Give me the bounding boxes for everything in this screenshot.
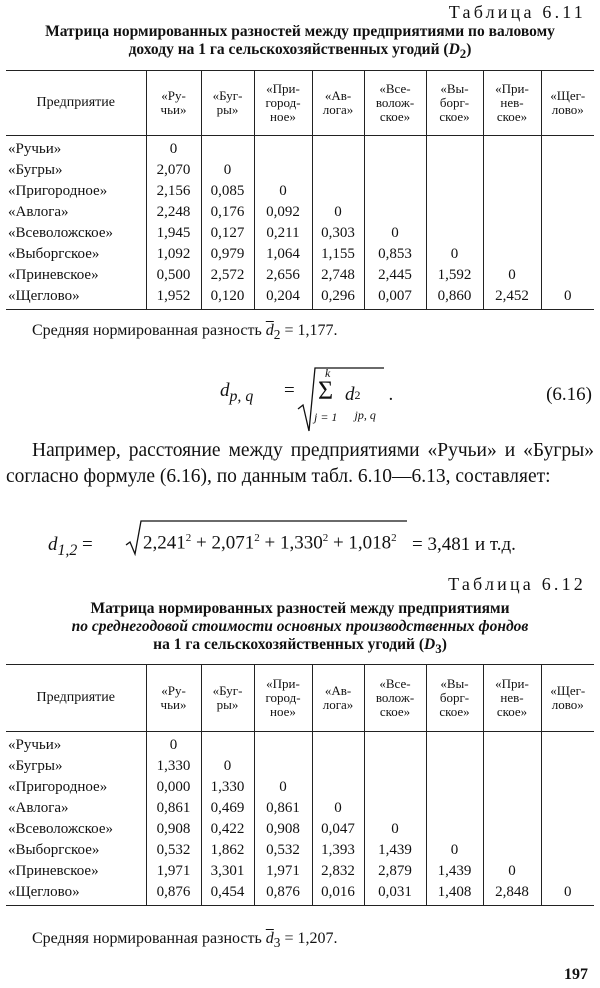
page-number: 197 — [564, 966, 588, 983]
header-cell: «Щег- лово» — [541, 665, 594, 732]
distance-cell: 0,861 — [254, 798, 312, 819]
distance-cell: 1,952 — [146, 286, 201, 310]
distance-cell — [364, 160, 426, 181]
distance-cell: 1,408 — [426, 882, 483, 906]
distance-cell: 0,047 — [312, 819, 364, 840]
distance-cell — [483, 223, 541, 244]
table-6-11 — [6, 70, 594, 310]
distance-cell — [426, 777, 483, 798]
distance-cell — [541, 265, 594, 286]
header-cell: Предприятие — [36, 95, 115, 110]
enterprise-name-cell: «Всеволожское» — [8, 225, 114, 241]
distance-cell — [541, 181, 594, 202]
enterprise-name-cell: «Авлога» — [8, 204, 69, 220]
distance-cell — [254, 160, 312, 181]
distance-cell: 1,064 — [254, 244, 312, 265]
distance-cell: 2,656 — [254, 265, 312, 286]
distance-cell: 0,031 — [364, 882, 426, 906]
distance-cell — [483, 819, 541, 840]
table-6-12-title-line3: на 1 га сельскохозяйственных угодий $(D_3)$ — [153, 636, 447, 657]
distance-cell: 1,945 — [146, 223, 201, 244]
distance-cell: 0 — [483, 861, 541, 882]
distance-cell — [483, 840, 541, 861]
enterprise-name-cell: «Щеглово» — [8, 288, 80, 304]
header-cell: «При- нев- ское» — [483, 71, 541, 136]
example-result: = 3,481 и т.д. — [412, 534, 516, 555]
distance-cell — [541, 202, 594, 223]
table-row — [6, 798, 594, 819]
distance-cell: 0,532 — [254, 840, 312, 861]
distance-cell — [541, 861, 594, 882]
distance-cell — [426, 223, 483, 244]
header-cell: «При- нев- ское» — [483, 665, 541, 732]
table-6-11-title-line1: Матрица нормированных разностей между предприятиями по валовому — [45, 23, 555, 40]
distance-cell — [254, 732, 312, 757]
distance-cell: 0 — [201, 160, 254, 181]
enterprise-name-cell: «Приневское» — [8, 863, 99, 879]
distance-cell: 0 — [201, 756, 254, 777]
formula-6-16: $d_{p, q}$ — [220, 380, 254, 405]
distance-cell: 0 — [254, 181, 312, 202]
distance-cell — [541, 798, 594, 819]
table-row — [6, 136, 594, 161]
enterprise-name-cell: «Всеволожское» — [8, 821, 114, 837]
distance-cell: 0,127 — [201, 223, 254, 244]
table-6-11-title — [6, 23, 594, 63]
distance-cell: 0 — [426, 840, 483, 861]
sum-lower: j = 1 — [314, 410, 338, 424]
distance-cell: 0,211 — [254, 223, 312, 244]
distance-cell: 0 — [364, 819, 426, 840]
equation-number: (6.16) — [546, 384, 592, 405]
distance-cell: 0,876 — [146, 882, 201, 906]
distance-cell: 0 — [541, 882, 594, 906]
distance-cell — [312, 756, 364, 777]
distance-cell: 0 — [146, 136, 201, 161]
distance-cell: 0,204 — [254, 286, 312, 310]
table-row — [6, 882, 594, 906]
distance-cell: 0,860 — [426, 286, 483, 310]
distance-cell: 2,879 — [364, 861, 426, 882]
distance-cell: 0,000 — [146, 777, 201, 798]
body-paragraph: Например, расстояние между предприятиями «Ручьи» и «Бугры» согласно формуле (6.16), по данным табл. 6.10—6.13, составляет: — [6, 440, 594, 487]
distance-cell — [364, 732, 426, 757]
formula-6-16-equals: = — [284, 380, 295, 401]
distance-cell: 1,592 — [426, 265, 483, 286]
table-6-12 — [6, 664, 594, 906]
distance-cell: 0,454 — [201, 882, 254, 906]
header-cell: «Щег- лово» — [541, 71, 594, 136]
distance-cell — [364, 798, 426, 819]
table-row — [6, 777, 594, 798]
distance-cell: 0,422 — [201, 819, 254, 840]
distance-cell: 0,120 — [201, 286, 254, 310]
distance-cell: 0,007 — [364, 286, 426, 310]
distance-cell: 1,862 — [201, 840, 254, 861]
enterprise-name-cell: «Пригородное» — [8, 183, 108, 199]
table-6-12-title — [6, 600, 594, 658]
distance-cell: 0,861 — [146, 798, 201, 819]
enterprise-name-cell: «Ручьи» — [8, 141, 62, 157]
table-row — [6, 223, 594, 244]
distance-cell — [541, 840, 594, 861]
distance-cell — [541, 244, 594, 265]
distance-cell — [483, 756, 541, 777]
distance-cell: 0,303 — [312, 223, 364, 244]
distance-cell — [483, 244, 541, 265]
distance-cell: 0,469 — [201, 798, 254, 819]
header-cell: «Буг- ры» — [201, 665, 254, 732]
header-cell: «Вы- борг- ское» — [426, 71, 483, 136]
header-cell: «Все- волож- ское» — [364, 71, 426, 136]
distance-cell — [541, 777, 594, 798]
table-row — [6, 202, 594, 223]
header-cell: «Ав- лога» — [312, 665, 364, 732]
distance-cell — [201, 136, 254, 161]
enterprise-name-cell: «Приневское» — [8, 267, 99, 283]
enterprise-name-cell: «Щеглово» — [8, 884, 80, 900]
distance-cell: 2,748 — [312, 265, 364, 286]
distance-cell — [483, 777, 541, 798]
distance-cell — [483, 732, 541, 757]
table-6-12-label: Таблица 6.12 — [448, 574, 586, 594]
distance-cell: 0 — [312, 798, 364, 819]
distance-cell — [426, 819, 483, 840]
distance-cell — [364, 181, 426, 202]
distance-cell — [483, 181, 541, 202]
table-row — [6, 819, 594, 840]
enterprise-name-cell: «Выборгское» — [8, 842, 100, 858]
enterprise-name-cell: «Пригородное» — [8, 779, 108, 795]
distance-cell — [201, 732, 254, 757]
enterprise-name-cell: «Авлога» — [8, 800, 69, 816]
header-cell: «При- город- ное» — [254, 665, 312, 732]
distance-cell — [483, 202, 541, 223]
distance-cell: 0,876 — [254, 882, 312, 906]
distance-cell: 0 — [312, 202, 364, 223]
distance-cell: 1,330 — [201, 777, 254, 798]
distance-cell: 0,296 — [312, 286, 364, 310]
distance-cell — [541, 160, 594, 181]
distance-cell: 1,439 — [426, 861, 483, 882]
distance-cell — [426, 160, 483, 181]
enterprise-name-cell: «Бугры» — [8, 162, 63, 178]
enterprise-name-cell: «Выборгское» — [8, 246, 100, 262]
distance-cell — [426, 732, 483, 757]
formula-example: $d_{1,2}$ = — [48, 534, 93, 559]
table-6-12-title-line1: Матрица нормированных разностей между предприятиями — [90, 600, 510, 617]
header-cell: «Ру- чьи» — [146, 665, 201, 732]
header-cell: «Ру- чьи» — [146, 71, 201, 136]
table-row — [6, 244, 594, 265]
table-row — [6, 861, 594, 882]
header-cell: «Буг- ры» — [201, 71, 254, 136]
distance-cell: 1,393 — [312, 840, 364, 861]
table-header-row — [6, 71, 594, 136]
table-row — [6, 265, 594, 286]
distance-cell: 0,176 — [201, 202, 254, 223]
distance-cell: 0,979 — [201, 244, 254, 265]
table-6-12-title-line2: по среднегодовой стоимости основных производственных фондов — [71, 618, 529, 635]
distance-cell: 1,155 — [312, 244, 364, 265]
distance-cell — [364, 136, 426, 161]
sum-sign: Σ — [318, 376, 334, 405]
distance-cell — [364, 777, 426, 798]
average-d3: Средняя нормированная разность $\overline{d}_3 = 1,207$. — [32, 930, 338, 951]
distance-cell: 0,532 — [146, 840, 201, 861]
distance-cell: 0,016 — [312, 882, 364, 906]
table-row — [6, 732, 594, 757]
distance-cell: 2,572 — [201, 265, 254, 286]
distance-cell: 1,092 — [146, 244, 201, 265]
distance-cell: 2,848 — [483, 882, 541, 906]
distance-cell — [541, 732, 594, 757]
table-header-row — [6, 665, 594, 732]
distance-cell — [541, 819, 594, 840]
distance-cell — [254, 136, 312, 161]
sum-upper: k — [325, 366, 331, 380]
distance-cell — [541, 136, 594, 161]
distance-cell — [312, 732, 364, 757]
distance-cell: 0,853 — [364, 244, 426, 265]
distance-cell — [312, 160, 364, 181]
distance-cell — [254, 756, 312, 777]
distance-cell: 0,908 — [146, 819, 201, 840]
distance-cell — [426, 136, 483, 161]
distance-cell: 0,500 — [146, 265, 201, 286]
distance-cell — [426, 202, 483, 223]
distance-cell — [312, 777, 364, 798]
distance-cell: 2,248 — [146, 202, 201, 223]
table-row — [6, 756, 594, 777]
distance-cell: 2,452 — [483, 286, 541, 310]
enterprise-name-cell: «Бугры» — [8, 758, 63, 774]
distance-cell: 0,908 — [254, 819, 312, 840]
average-d2: Средняя нормированная разность $\overline{d}_2 = 1,177$. — [32, 322, 338, 343]
table-row — [6, 286, 594, 310]
table-6-11-label: Таблица 6.11 — [448, 2, 586, 22]
distance-cell: 0 — [426, 244, 483, 265]
distance-cell: 2,070 — [146, 160, 201, 181]
distance-cell — [426, 798, 483, 819]
distance-cell: 2,156 — [146, 181, 201, 202]
table-row — [6, 840, 594, 861]
distance-cell: 2,445 — [364, 265, 426, 286]
header-cell: «Ав- лога» — [312, 71, 364, 136]
distance-cell — [541, 756, 594, 777]
distance-cell: 0 — [254, 777, 312, 798]
radicand: 2,241$^2$ + 2,071$^2$ + 1,330$^2$ + 1,018$^2$ — [143, 532, 397, 554]
sum-term: d 2 jp, q . — [345, 384, 394, 422]
table-6-11-title-line2: доходу на 1 га сельскохозяйственных угодий $(D_2)$ — [128, 41, 472, 62]
distance-cell: 2,832 — [312, 861, 364, 882]
distance-cell: 1,971 — [254, 861, 312, 882]
header-cell: «Все- волож- ское» — [364, 665, 426, 732]
distance-cell — [312, 181, 364, 202]
distance-cell: 1,439 — [364, 840, 426, 861]
header-cell: Предприятие — [36, 690, 115, 705]
distance-cell: 0,092 — [254, 202, 312, 223]
distance-cell — [483, 798, 541, 819]
distance-cell — [364, 756, 426, 777]
distance-cell: 0 — [364, 223, 426, 244]
distance-cell — [541, 223, 594, 244]
table-row — [6, 160, 594, 181]
distance-cell — [483, 136, 541, 161]
distance-cell — [426, 181, 483, 202]
distance-cell: 0 — [146, 732, 201, 757]
enterprise-name-cell: «Ручьи» — [8, 737, 62, 753]
distance-cell: 0 — [541, 286, 594, 310]
distance-cell: 0 — [483, 265, 541, 286]
distance-cell: 0,085 — [201, 181, 254, 202]
distance-cell: 3,301 — [201, 861, 254, 882]
header-cell: «Вы- борг- ское» — [426, 665, 483, 732]
distance-cell — [426, 756, 483, 777]
distance-cell — [364, 202, 426, 223]
distance-cell — [312, 136, 364, 161]
header-cell: «При- город- ное» — [254, 71, 312, 136]
distance-cell: 1,971 — [146, 861, 201, 882]
distance-cell: 1,330 — [146, 756, 201, 777]
table-row — [6, 181, 594, 202]
distance-cell — [483, 160, 541, 181]
